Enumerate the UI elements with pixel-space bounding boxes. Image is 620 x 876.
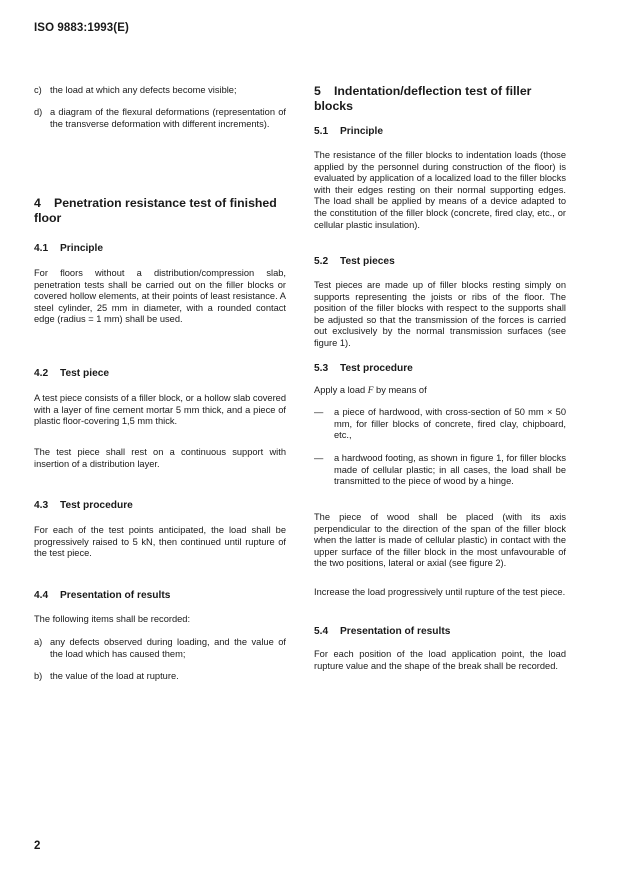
- section-number: 5.4: [314, 626, 329, 637]
- section-number: 4: [34, 196, 41, 210]
- section-title: Penetration resistance test of finished floor: [34, 196, 277, 225]
- dash-item-hardwood: [314, 407, 566, 442]
- section-number: 5.3: [314, 363, 329, 374]
- list-marker: c): [34, 85, 42, 95]
- paragraph-4-2-a: A test piece consists of a filler block, or a hollow slab covered with a layer of fine cement mortar 5 mm thick, and a piece of plastic floor-covering 1,5 mm thick.: [34, 393, 286, 427]
- load-variable: F: [367, 386, 374, 396]
- section-4-heading: [34, 196, 286, 226]
- paragraph-4-1: For floors without a distribution/compression slab, penetration tests shall be carried out on the filler blocks or covered hollow elements, at their points of least resistance. A steel cylinder, 25 mm in diameter, with a rounded contact edge (radius = 1 mm) shall be used.: [34, 268, 286, 325]
- list-item-d: [34, 107, 286, 130]
- section-5-heading: [314, 84, 566, 114]
- section-number: 5: [314, 84, 321, 98]
- section-title: Test piece: [60, 368, 110, 379]
- section-number: 4.1: [34, 243, 49, 254]
- section-number: 5.1: [314, 126, 329, 137]
- section-4-1-heading: [34, 243, 103, 255]
- dash-text: a piece of hardwood, with cross-section of 50 mm × 50 mm, for filler blocks of concrete, fired clay, chipboard, etc.,: [334, 407, 566, 441]
- list-text: the load at which any defects become visible;: [50, 85, 237, 95]
- list-text: the value of the load at rupture.: [50, 671, 179, 681]
- list-marker: d): [34, 107, 43, 117]
- document-header: ISO 9883:1993(E): [34, 22, 129, 34]
- list-marker: b): [34, 671, 43, 681]
- intro-text: Apply a load: [314, 385, 368, 395]
- dash-marker: —: [314, 453, 324, 463]
- list-marker: a): [34, 637, 43, 647]
- section-title: Principle: [340, 126, 384, 137]
- dash-text: a hardwood footing, as shown in figure 1, for filler blocks made of cellular plastic; in all cases, the load shall be transmitted to the piece of wood by a hinge.: [334, 453, 566, 487]
- section-number: 4.2: [34, 368, 49, 379]
- section-4-3-heading: [34, 500, 133, 512]
- list-text: a diagram of the flexural deformations (representation of the transverse deformation with different increments).: [50, 107, 286, 129]
- list-item-b: [34, 671, 286, 683]
- paragraph-5-3-c: Increase the load progressively until rupture of the test piece.: [314, 587, 566, 597]
- section-number: 4.4: [34, 590, 49, 601]
- intro-text-end: by means of: [373, 385, 427, 395]
- paragraph-4-4: The following items shall be recorded:: [34, 614, 191, 624]
- dash-marker: —: [314, 407, 324, 417]
- paragraph-5-1: The resistance of the filler blocks to indentation loads (those applied by the personnel during construction of the floor) is evaluated by application of a localized load to the filler blocks with their edges resting on their normal supporting edges. The load shall be applied by means of a device adapted to the constitution of the filler block (concrete, fired clay, etc., or cellular plastic insulation).: [314, 150, 566, 230]
- section-title: Principle: [60, 243, 104, 254]
- paragraph-5-3-intro: [314, 385, 566, 398]
- paragraph-5-2: Test pieces are made up of filler blocks resting simply on supports representing the joists or ribs of the floor. The position of the filler blocks with respect to the supports shall be adjusted so that the transmission of the forces is carried out exclusively by the normal transmission surfaces (see figure 1).: [314, 280, 566, 348]
- section-5-1-heading: [314, 126, 383, 138]
- list-item-c: [34, 85, 286, 97]
- paragraph-5-4: For each position of the load application point, the load rupture value and the shape of the break shall be recorded.: [314, 649, 566, 671]
- dash-item-footing: [314, 453, 566, 488]
- section-title: Presentation of results: [60, 590, 171, 601]
- list-text: any defects observed during loading, and the value of the load which has caused them;: [50, 637, 286, 659]
- page-number: 2: [34, 840, 41, 852]
- paragraph-4-2-b: The test piece shall rest on a continuous support with insertion of a distribution layer.: [34, 447, 286, 469]
- section-5-2-heading: [314, 256, 395, 268]
- section-title: Test procedure: [60, 500, 133, 511]
- section-5-4-heading: [314, 626, 450, 638]
- paragraph-5-3-b: The piece of wood shall be placed (with its axis perpendicular to the direction of the span of the filler block when the latter is made of cellular plastic) in contact with the upper surface of the filler block in the most unfavourable of the two positions, lateral or axial (see figure 2).: [314, 512, 566, 569]
- section-5-3-heading: [314, 363, 413, 375]
- section-title: Presentation of results: [340, 626, 451, 637]
- list-item-a: [34, 637, 286, 660]
- paragraph-4-3: For each of the test points anticipated, the load shall be progressively raised to 5 kN, then continued until rupture of the test piece.: [34, 525, 286, 559]
- section-4-2-heading: [34, 368, 109, 380]
- section-title: Test pieces: [340, 256, 395, 267]
- section-title: Test procedure: [340, 363, 413, 374]
- section-number: 4.3: [34, 500, 49, 511]
- section-title: Indentation/deflection test of filler blocks: [314, 84, 532, 113]
- section-number: 5.2: [314, 256, 329, 267]
- section-4-4-heading: [34, 590, 170, 602]
